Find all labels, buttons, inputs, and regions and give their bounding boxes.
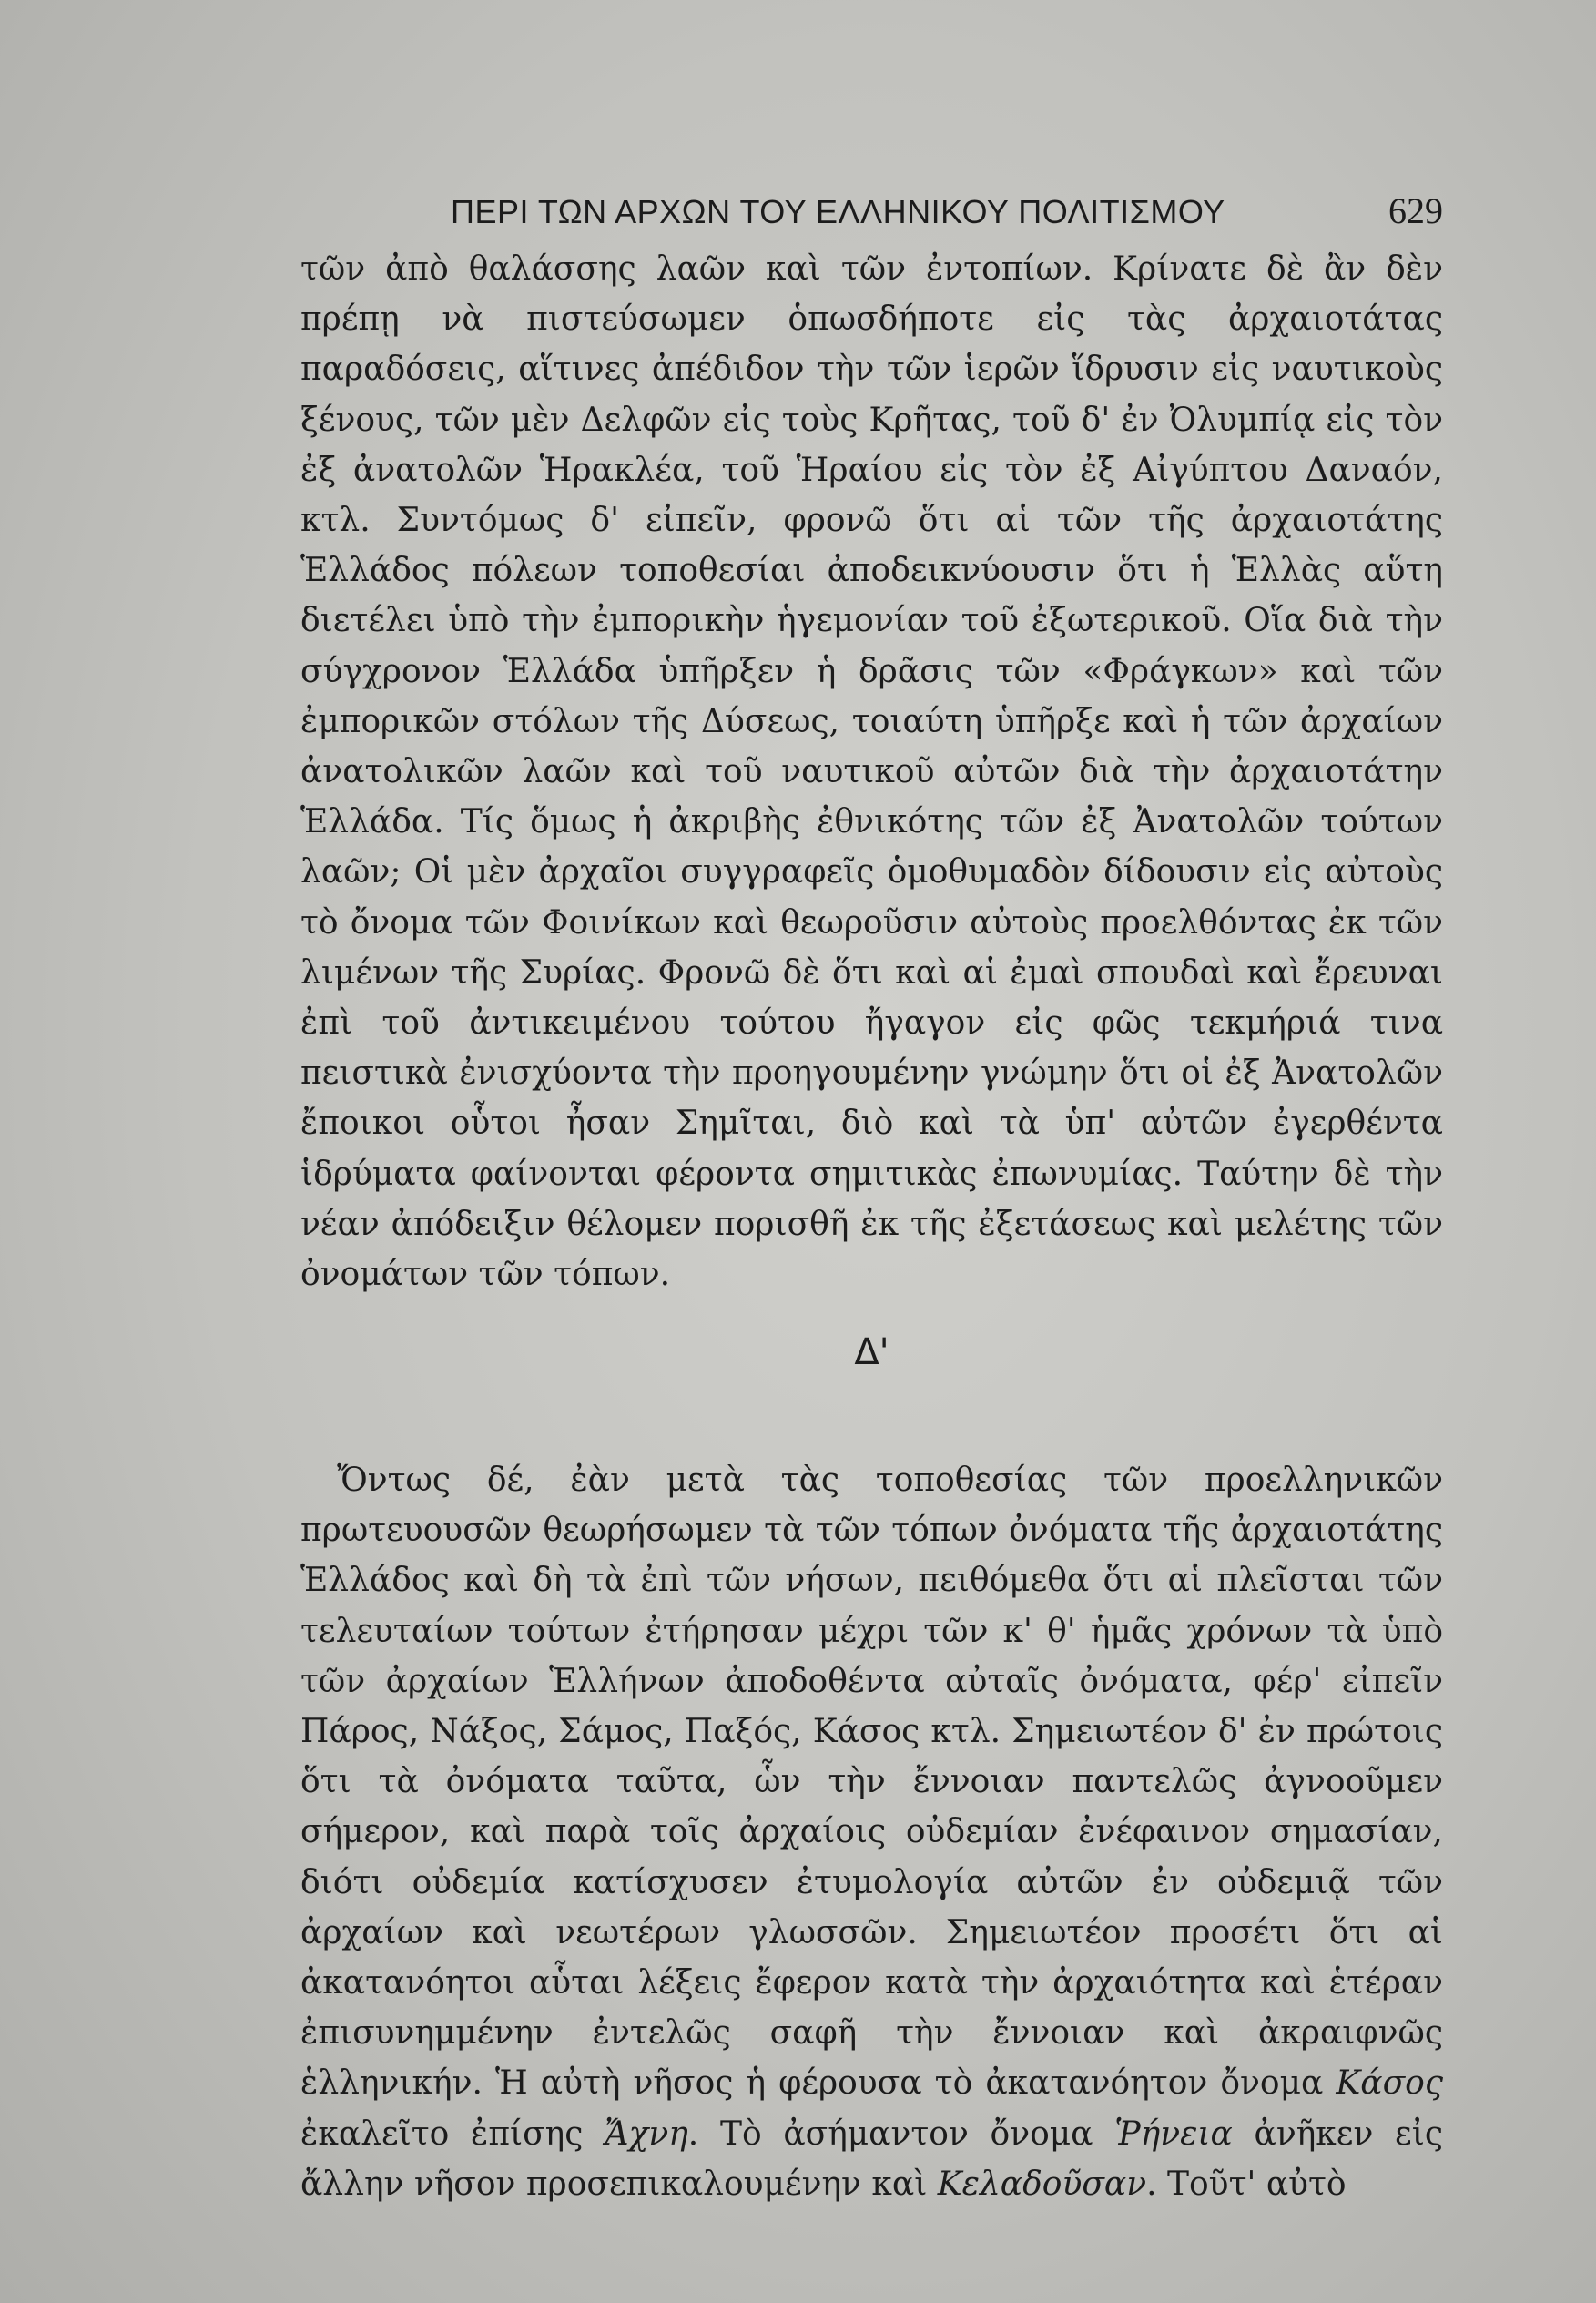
paragraph-2-text-1: Ὄντως δέ, ἐὰν μετὰ τὰς τοποθεσίας τῶν προελληνικῶν πρωτευουσῶν θεωρήσωμεν τὰ τῶν τόπων ὀνόματα τῆς ἀρχαιοτάτης Ἑλλάδος καὶ δὴ τὰ ἐπὶ τῶν νήσων, πειθόμεθα ὅτι αἱ πλεῖσται τῶν τελευταίων τούτων ἐτήρησαν μέχρι τῶν κ' θ' ἡμᾶς χρόνων τὰ ὑπὸ τῶν ἀρχαίων Ἑλλήνων ἀποδοθέντα αὐταῖς ὀνόματα, φέρ' εἰπεῖν Πάρος, Νάξος, Σάμος, Παξός, Κάσος κτλ. Σημειωτέον δ' ἐν πρώτοις ὅτι τὰ ὀνόματα ταῦτα, ὧν τὴν ἔννοιαν παντελῶς ἀγνοοῦμεν σήμερον, καὶ παρὰ τοῖς ἀρχαίοις οὐδεμίαν ἐνέφαινον σημασίαν, διότι οὐδεμία κατίσχυσεν ἐτυμολογία αὐτῶν ἐν οὐδεμιᾷ τῶν ἀρχαίων καὶ νεωτέρων γλωσσῶν. Σημειωτέον προσέτι ὅτι αἱ ἀκατανόητοι αὗται λέξεις ἔφερον κατὰ τὴν ἀρχαιότητα καὶ ἑτέραν ἐπισυνημμένην ἐντελῶς σαφῆ τὴν ἔννοιαν καὶ ἀκραιφνῶς ἑλληνικήν. Ἡ αὐτὴ νῆσος ἡ φέρουσα τὸ ἀκατανόητον ὄνομα <box>300 1462 1443 2103</box>
text-block-top <box>300 244 1443 1299</box>
paragraph-2-text-2: ἐκαλεῖτο ἐπίσης <box>300 2114 584 2153</box>
running-head <box>300 189 1443 232</box>
italic-word-achne: Ἄχνη <box>605 2114 688 2153</box>
italic-word-rheneia: Ῥήνεια <box>1114 2114 1233 2153</box>
page-number: 629 <box>1388 190 1443 231</box>
paragraph-1: τῶν ἀπὸ θαλάσσης λαῶν καὶ τῶν ἐντοπίων. Κρίνατε δὲ ἂν δὲν πρέπῃ νὰ πιστεύσωμεν ὁπωσδήποτε εἰς τὰς ἀρχαιοτάτας παραδόσεις, αἵτινες ἀπέδιδον τὴν τῶν ἱερῶν ἵδρυσιν εἰς ναυτικοὺς ξένους, τῶν μὲν Δελφῶν εἰς τοὺς Κρῆτας, τοῦ δ' ἐν Ὀλυμπίᾳ εἰς τὸν ἐξ ἀνατολῶν Ἡρακλέα, τοῦ Ἡραίου εἰς τὸν ἐξ Αἰγύπτου Δαναόν, κτλ. Συντόμως δ' εἰπεῖν, φρονῶ ὅτι αἱ τῶν τῆς ἀρχαιοτάτης Ἑλλάδος πόλεων τοποθεσίαι ἀποδεικνύουσιν ὅτι ἡ Ἑλλὰς αὕτη διετέλει ὑπὸ τὴν ἐμπορικὴν ἡγεμονίαν τοῦ ἐξωτερικοῦ. Οἵα διὰ τὴν σύγχρονον Ἑλλάδα ὑπῆρξεν ἡ δρᾶσις τῶν «Φράγκων» καὶ τῶν ἐμπορικῶν στόλων τῆς Δύσεως, τοιαύτη ὑπῆρξε καὶ ἡ τῶν ἀρχαίων ἀνατολικῶν λαῶν καὶ τοῦ ναυτικοῦ αὐτῶν διὰ τὴν ἀρχαιοτάτην Ἑλλάδα. Τίς ὅμως ἡ ἀκριβὴς ἐθνικότης τῶν ἐξ Ἀνατολῶν τούτων λαῶν; Οἱ μὲν ἀρχαῖοι συγγραφεῖς ὁμοθυμαδὸν δίδουσιν εἰς αὐτοὺς τὸ ὄνομα τῶν Φοινίκων καὶ θεωροῦσιν αὐτοὺς προελθόντας ἐκ τῶν λιμένων τῆς Συρίας. Φρονῶ δὲ ὅτι καὶ αἱ ἐμαὶ σπουδαὶ καὶ ἔρευναι ἐπὶ τοῦ ἀντικειμένου τούτου ἤγαγον εἰς φῶς τεκμήριά τινα πειστικὰ ἐνισχύοντα τὴν προηγουμένην γνώμην ὅτι οἱ ἐξ Ἀνατολῶν ἔποικοι οὗτοι ἦσαν Σημῖται, διὸ καὶ τὰ ὑπ' αὐτῶν ἐγερθέντα ἱδρύματα φαίνονται φέροντα σημιτικὰς ἐπωνυμίας. Ταύτην δὲ τὴν νέαν ἀπόδειξιν θέλομεν πορισθῆ ἐκ τῆς ἐξετάσεως καὶ μελέτης τῶν ὀνομάτων τῶν τόπων. <box>300 250 1443 1294</box>
paragraph-2-text-5: . Τοῦτ' αὐτὸ <box>1146 2165 1347 2203</box>
paragraph-2 <box>300 1455 1443 2209</box>
running-title: ΠΕΡΙ ΤΩΝ ΑΡΧΩΝ ΤΟΥ ΕΛΛΗΝΙΚΟΥ ΠΟΛΙΤΙΣΜΟΥ <box>451 193 1225 230</box>
paragraph-2-text-4: ἀνῆκεν εἰς ἄλλην νῆσον προσεπικαλουμένην καὶ <box>300 2114 1443 2203</box>
italic-word-keladousa: Κελαδοῦσαν <box>937 2165 1147 2203</box>
paragraph-2-text-3: . Τὸ ἀσήμαντον ὄνομα <box>687 2114 1093 2153</box>
italic-word-kasos: Κάσος <box>1336 2064 1443 2103</box>
section-heading: Δ' <box>854 1331 889 1373</box>
text-block-bottom <box>300 1455 1443 2209</box>
